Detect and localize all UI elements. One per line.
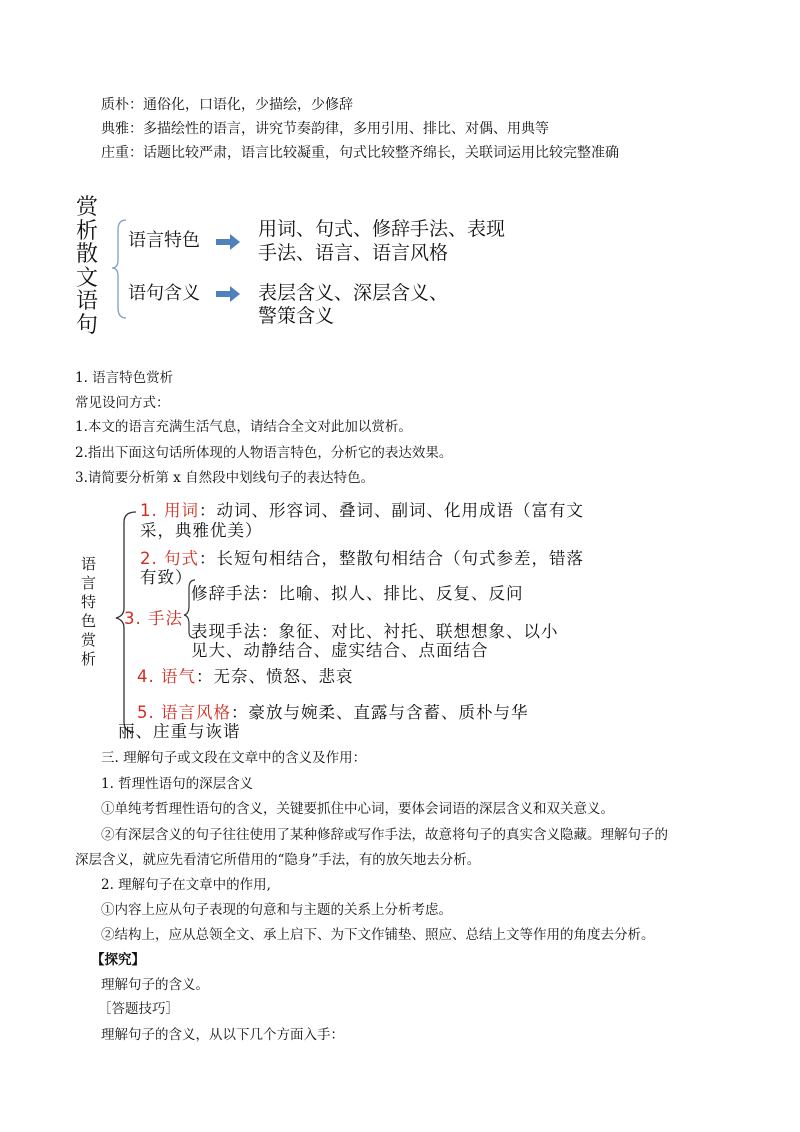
style-zhipu: 质朴：通俗化，口语化，少描绘，少修辞 [101,97,353,113]
diagram1-title-char: 句 [76,312,99,338]
item-text: ：动词、形容词、叠词、副词、化用成语（富有文 [199,501,584,520]
section3-heading: 三. 理解句子或文段在文章中的含义及作用： [101,750,367,766]
diagram1-branch-language-features: 语言特色 [128,230,200,251]
diagram2-title-char: 色 [81,612,97,630]
section3-explore-text: 理解句子的含义。 [101,977,209,993]
diagram1-branch1-content-line1: 用词、句式、修辞手法、表现 [258,218,506,240]
item-label: 4. 语气 [137,667,196,686]
diagram1-title-char: 语 [76,289,99,314]
diagram1-title-char: 散 [76,242,99,267]
diagram1-title [76,196,100,337]
diagram2-item-techniques: 3. 手法 [124,609,183,628]
diagram1-title-char: 赏 [76,195,99,220]
section1-question-1: 1.本文的语言充满生活气息，请结合全文对此加以赏析。 [75,419,412,435]
section1-question-intro: 常见设问方式： [75,395,170,411]
diagram2-item1-line2: 采，典雅优美） [140,521,263,540]
diagram1-arrow-1 [216,234,240,250]
diagram1-title-char: 文 [76,265,99,291]
diagram1-title-char: 析 [76,218,99,244]
item-label: 5. 语言风格 [137,703,231,722]
diagram2-item-tone [137,666,354,688]
section3-paragraph-1: ①单纯考哲理性语句的含义，关键要抓住中心词，要体会词语的深层含义和双关意义。 [101,801,614,817]
diagram2-expression-techniques-line2: 见大、动静结合、虚实结合、点面结合 [191,641,489,660]
diagram2-title-char: 语 [81,555,97,573]
style-dianya: 典雅：多描绘性的语言，讲究节奏韵律，多用引用、排比、对偶、用典等 [101,121,549,137]
style-zhuangzhong: 庄重：话题比较严肃，语言比较凝重，句式比较整齐绵长，关联词运用比较完整准确 [101,145,619,161]
section1-question-2: 2.指出下面这句话所体现的人物语言特色，分析它的表达效果。 [75,445,453,461]
diagram2-title-char: 言 [81,574,97,592]
item-text: ：豪放与婉柔、直露与含蓄、质朴与华 [231,703,529,722]
section1-heading: 1. 语言特色赏析 [75,370,174,386]
section3-subheading-1: 1. 哲理性语句的深层含义 [101,776,254,792]
diagram2-expression-techniques-line1: 表现手法：象征、对比、衬托、联想想象、以小 [191,622,559,641]
section3-paragraph-4: ②结构上，应从总领全文、承上启下、为下文作铺垫、照应、总结上文等作用的角度去分析。 [101,927,655,943]
diagram2-title [81,555,101,669]
diagram1-connectors [104,210,254,325]
diagram2-title-char: 特 [81,593,97,611]
diagram2-rhetoric-devices: 修辞手法：比喻、拟人、排比、反复、反问 [191,584,524,603]
diagram1-brace [112,220,126,318]
section1-question-3: 3.请简要分析第 x 自然段中划线句子的表达特色。 [75,470,375,486]
section3-subheading-2: 2. 理解句子在文章中的作用, [101,877,271,893]
section3-tips-text: 理解句子的含义，从以下几个方面入手： [101,1027,344,1043]
section3-paragraph-2-line1: ②有深层含义的句子往往使用了某种修辞或写作手法，故意将句子的真实含义隐藏。理解句子的 [101,827,668,843]
section3-tips-heading: ［答题技巧］ [98,1001,179,1017]
item-text: ：长短句相结合，整散句相结合（句式参差，错落 [199,549,584,568]
section3-paragraph-2-line2: 深层含义，就应先看清它所借用的“隐身”手法，有的放矢地去分析。 [75,852,481,868]
diagram2-item-sentence-pattern [140,548,584,570]
diagram2-item-word-choice [140,500,584,522]
diagram1-branch1-content-line2: 手法、语言、语言风格 [258,242,449,264]
diagram2-title-char: 赏 [81,631,97,649]
diagram1-branch2-content-line2: 警策含义 [258,305,335,327]
diagram1-branch-sentence-meaning: 语句含义 [128,283,200,304]
diagram2-item5-line2: 丽、庄重与诙谐 [118,722,241,741]
section3-paragraph-3: ①内容上应从句子表现的句意和与主题的关系上分析考虑。 [101,902,452,918]
section3-explore-heading: 【探究】 [91,952,145,968]
item-label: 2. 句式 [140,549,199,568]
diagram2-title-char: 析 [81,650,97,668]
diagram1-arrow-2 [216,286,240,302]
item-label: 1. 用词 [140,501,199,520]
diagram1-branch2-content-line1: 表层含义、深层含义、 [258,282,449,304]
diagram2-item2-line2: 有致） [140,568,193,587]
item-text: ：无奈、愤怒、悲哀 [196,667,354,686]
